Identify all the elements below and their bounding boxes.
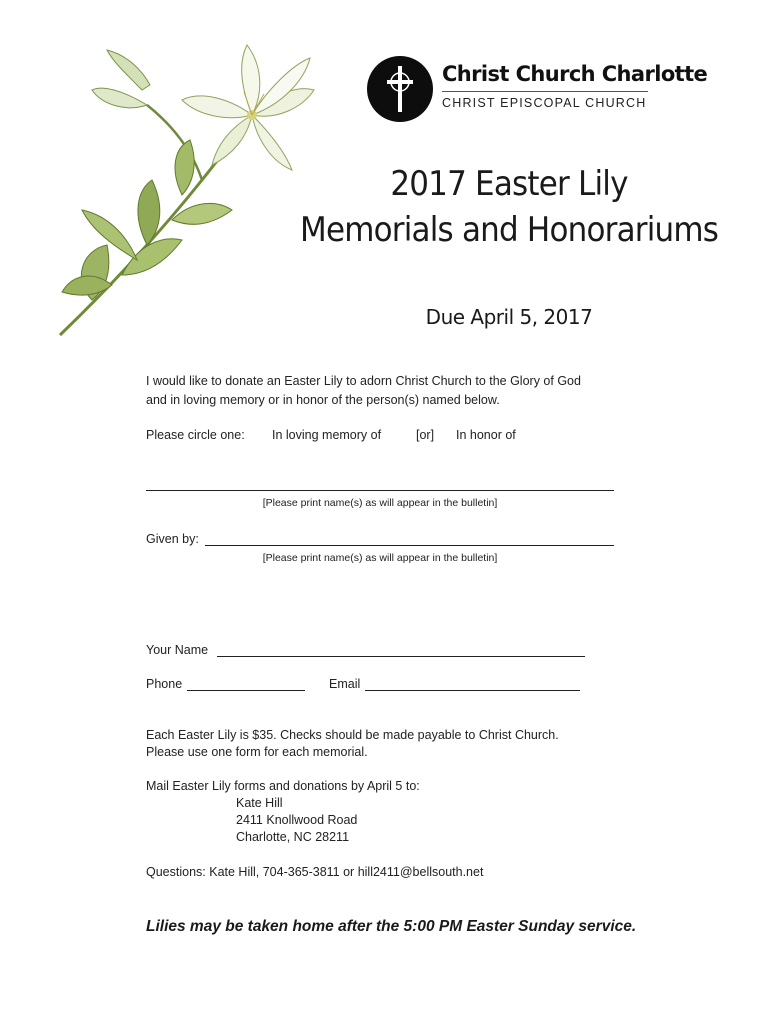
pricing-line2: Please use one form for each memorial. — [146, 745, 368, 759]
your-name-label: Your Name — [146, 643, 209, 657]
option-in-honor-of[interactable]: In honor of — [456, 428, 516, 442]
pricing-line1: Each Easter Lily is $35. Checks should be made payable to Christ Church. — [146, 728, 559, 742]
intro-line1: I would like to donate an Easter Lily to adorn Christ Church to the Glory of God — [146, 374, 581, 388]
mail-intro: Mail Easter Lily forms and donations by April 5 to: — [146, 779, 420, 793]
mail-recipient-name: Kate Hill — [236, 796, 283, 810]
given-by-hint: [Please print name(s) as will appear in the bulletin] — [262, 552, 498, 564]
mail-city: Charlotte, NC 28211 — [236, 830, 350, 844]
given-by-field[interactable] — [205, 545, 614, 546]
church-subtitle: CHRIST EPISCOPAL CHURCH — [442, 96, 647, 110]
option-in-loving-memory[interactable]: In loving memory of — [272, 428, 382, 442]
easter-lily-illustration — [52, 30, 322, 350]
page-title-line1: 2017 Easter Lily — [390, 164, 628, 204]
due-date: Due April 5, 2017 — [425, 305, 593, 329]
church-cross-logo — [367, 56, 433, 122]
intro-line2: and in loving memory or in honor of the person(s) named below. — [146, 393, 500, 407]
logo-divider — [442, 91, 648, 92]
mail-street: 2411 Knollwood Road — [236, 813, 358, 827]
closing-note: Lilies may be taken home after the 5:00 PM Easter Sunday service. — [146, 918, 637, 935]
circle-one-row — [146, 428, 616, 444]
given-by-label: Given by: — [146, 532, 199, 546]
phone-label: Phone — [146, 677, 183, 691]
option-separator: [or] — [416, 428, 435, 442]
honoree-name-field[interactable] — [146, 490, 614, 491]
church-name: Christ Church Charlotte — [442, 62, 708, 86]
questions-contact: Questions: Kate Hill, 704-365-3811 or hill2411@bellsouth.net — [146, 865, 484, 879]
email-field[interactable] — [365, 690, 580, 691]
your-name-field[interactable] — [217, 656, 585, 657]
page-title-line2: Memorials and Honorariums — [300, 210, 719, 250]
honoree-name-hint: [Please print name(s) as will appear in the bulletin] — [262, 497, 498, 509]
email-label: Email — [329, 677, 361, 691]
circle-one-label: Please circle one: — [146, 428, 245, 442]
phone-field[interactable] — [187, 690, 305, 691]
